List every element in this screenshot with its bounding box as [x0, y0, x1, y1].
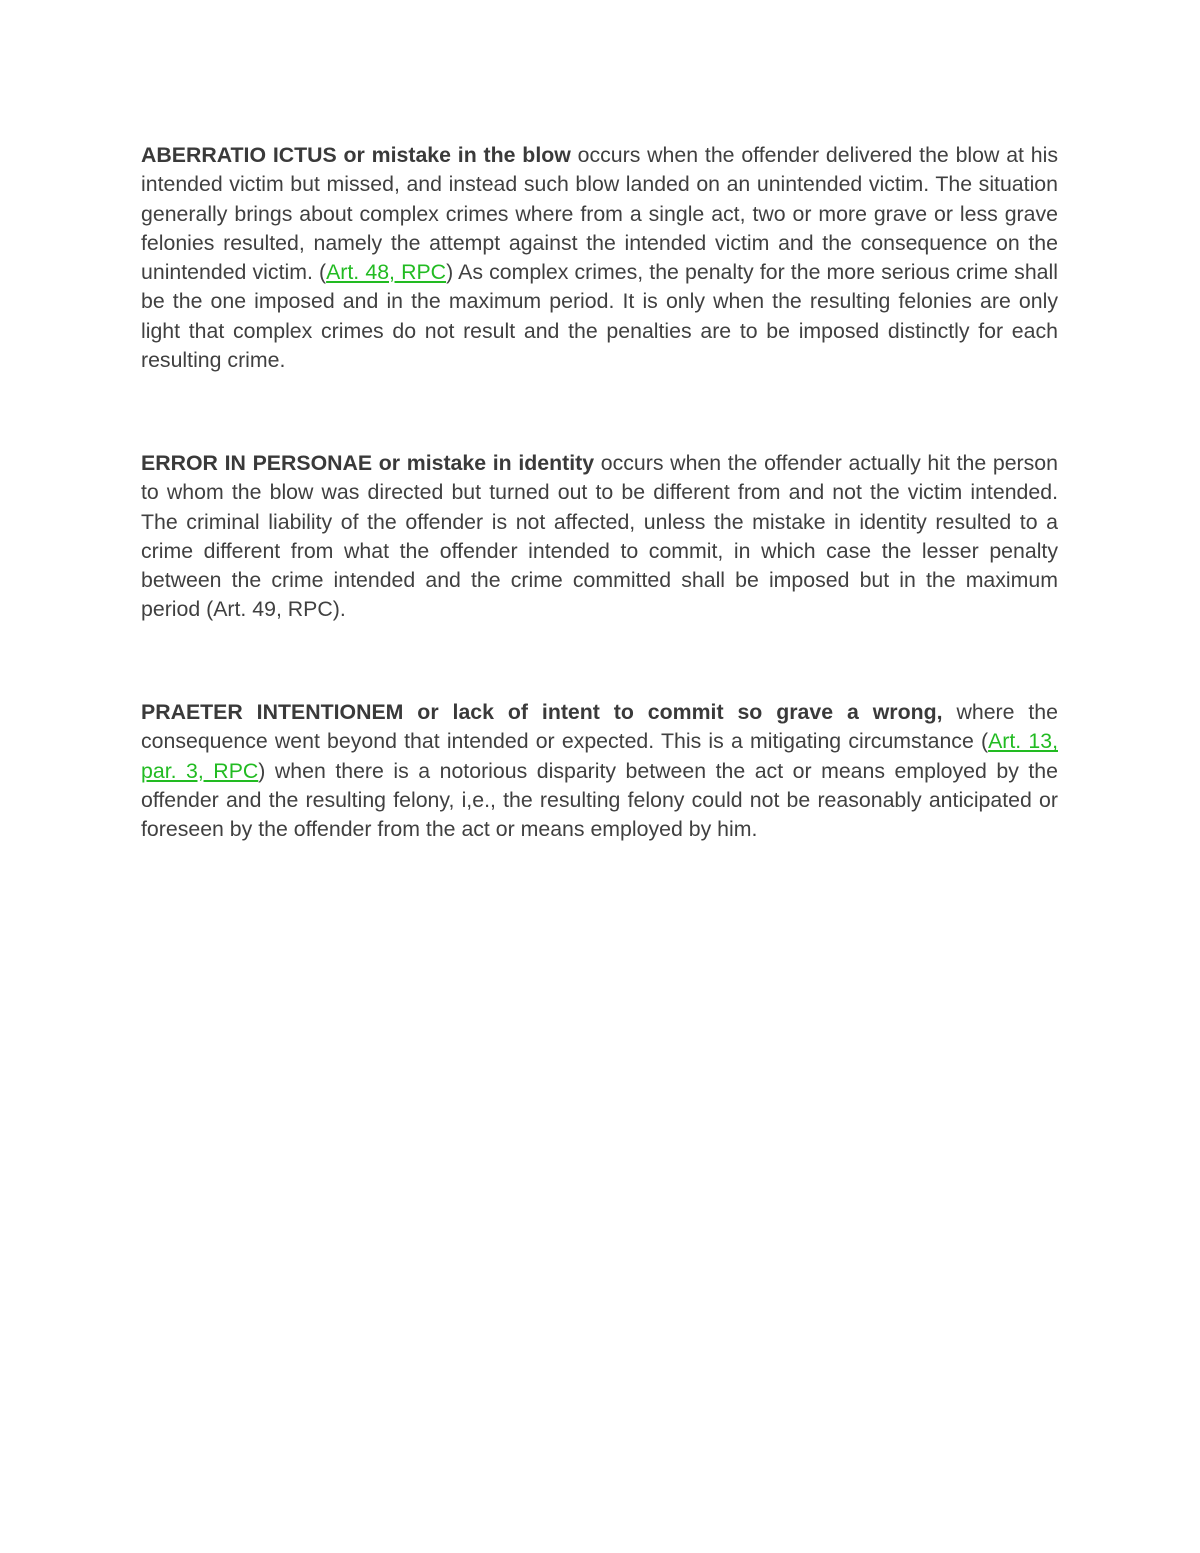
paragraph-text: occurs when the offender delivered the blow at his intended victim but missed, and instead such blow landed on an unintended victim. The situation generally brings about complex crimes where from a single act, two or more grave or less grave felonies resulted, namely the attempt against the intended victim and the consequence on the unintended victim. (: [141, 143, 1058, 285]
term-error-in-personae: ERROR IN PERSONAE or mistake in identity: [141, 451, 595, 475]
citation-link-art-48[interactable]: Art. 48, RPC: [326, 260, 447, 285]
paragraph-praeter-intentionem: [141, 698, 1058, 844]
term-aberratio-ictus: ABERRATIO ICTUS or mistake in the blow: [141, 143, 571, 167]
paragraph-text: ) As complex crimes, the penalty for the more serious crime shall be the one imposed and in the maximum period. It is only when the resulting felonies are only light that complex crimes do not result and the penalties are to be imposed distinctly for each resulting crime.: [141, 260, 1058, 373]
term-praeter-intentionem: PRAETER INTENTIONEM or lack of intent to commit so grave a wrong,: [141, 700, 943, 724]
paragraph-error-in-personae: [141, 449, 1058, 625]
paragraph-text: ) when there is a notorious disparity between the act or means employed by the offender and the resulting felony, i,e., the resulting felony could not be reasonably anticipated or foreseen by the offender from the act or means employed by him.: [141, 758, 1058, 842]
paragraph-text: occurs when the offender actually hit the person to whom the blow was directed but turned out to be different from and not the victim intended. The criminal liability of the offender is not affected, unless the mistake in identity resulted to a crime different from what the offender intended to commit, in which case the lesser penalty between the crime intended and the crime committed shall be imposed but in the maximum period (Art. 49, RPC).: [141, 451, 1058, 622]
paragraph-aberratio-ictus: [141, 141, 1058, 375]
citation-link-art-13[interactable]: Art. 13, par. 3, RPC: [141, 729, 1058, 783]
paragraph-text: where the consequence went beyond that intended or expected. This is a mitigating circumstance (: [141, 700, 1058, 754]
